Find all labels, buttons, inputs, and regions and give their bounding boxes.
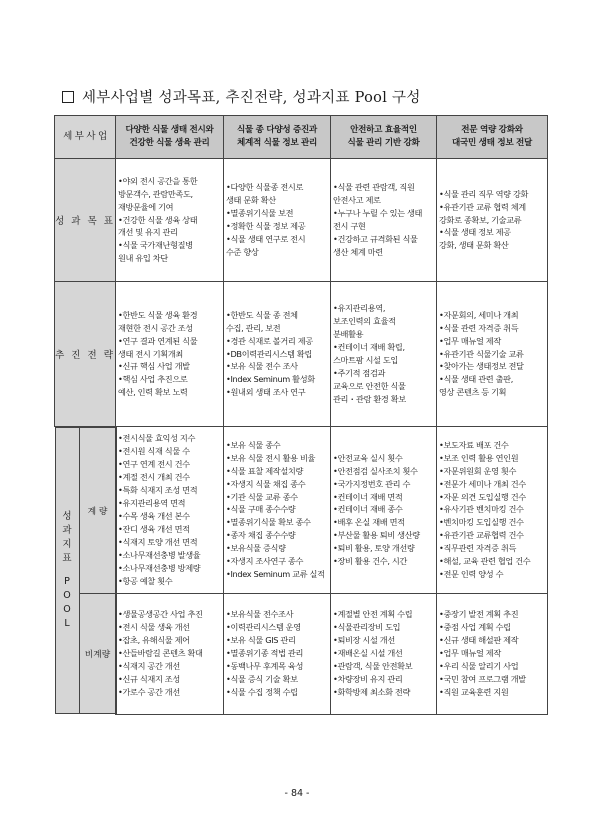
list-item: 개선 및 유지 관리	[118, 227, 178, 238]
list-item: •보유 식물 종수	[226, 439, 281, 450]
list-item: •중장기 발전 계획 추진	[439, 609, 519, 620]
page-title	[62, 86, 542, 107]
goals-cell	[437, 159, 548, 282]
list-item: 강화, 생태 문화 확산	[439, 240, 509, 251]
list-item: •연구 연계 전시 건수	[118, 459, 190, 470]
header-row	[55, 116, 548, 159]
list-item: •전시원 식재 식물 수	[118, 446, 190, 457]
list-item: •해설, 교육 관련 협업 건수	[439, 556, 531, 567]
list-item: •식물 생태 관련 출판,	[439, 374, 513, 385]
nonquant-cell	[116, 593, 224, 714]
list-item: •안전점검 실사조치 횟수	[333, 465, 418, 476]
list-item: 안전사고 제로	[333, 195, 381, 206]
list-item: •보조 인력 활용 연인원	[439, 452, 519, 463]
list-item: 재방문율에 기여	[118, 201, 174, 212]
quant-cell	[224, 427, 331, 594]
list-item: •식물 관련 자격증 취득	[439, 322, 519, 333]
list-item: 관리・관람 환경 확보	[333, 393, 406, 404]
pool-quant-row	[55, 427, 548, 594]
pool-table	[54, 115, 548, 715]
strategy-cell	[224, 282, 331, 427]
list-item: •계절별 안전 계획 수립	[333, 609, 413, 620]
list-item: •신규 식재지 조성	[118, 674, 180, 685]
list-item: •야외 전시 공간을 통한	[118, 175, 198, 186]
list-item: •유관기관 식물기술 교류	[439, 348, 524, 359]
pool-label-block	[55, 427, 116, 715]
goals-cell	[224, 159, 331, 282]
list-item: •누구나 누릴 수 있는 생태	[333, 208, 423, 219]
pool-label-char: O	[63, 604, 71, 615]
list-item: 생태 문화 확산	[226, 195, 276, 206]
list-item: •자생지 조사연구 종수	[226, 556, 304, 567]
pool-label-char: 표	[62, 553, 72, 565]
list-item: •핵심 사업 추진으로	[118, 374, 188, 385]
list-item: •재배온실 시설 개선	[333, 648, 403, 659]
list-item: •소나무재선충병 방제량	[118, 562, 201, 573]
list-item: •신규 생태 해설판 제작	[439, 635, 519, 646]
list-item: •유관기관 교류협력 건수	[439, 530, 524, 541]
pool-label-char: L	[64, 618, 70, 630]
list-item: •멸종위기식물 확보 종수	[226, 517, 311, 528]
list-item: •산들바람길 콘텐츠 확대	[118, 648, 203, 659]
strategy-row	[55, 282, 548, 427]
list-item: 수집, 관리, 보전	[226, 322, 281, 333]
list-item: •수목 생육 개선 본수	[118, 510, 190, 521]
list-item: •한반도 식물 생육 환경	[118, 309, 198, 320]
list-item: •식물 생태 연구로 전시	[226, 233, 306, 244]
quant-label: 계 량	[79, 428, 116, 594]
list-item: •식물 구매 종수수량	[226, 504, 296, 515]
nonquant-cell	[224, 593, 331, 714]
list-item: 예산, 인력 확보 노력	[118, 387, 188, 398]
list-item: •보유 식물 GIS 관리	[226, 635, 296, 646]
list-item: •식재지 공간 개선	[118, 661, 180, 672]
list-item: •계절 전시 개최 건수	[118, 472, 190, 483]
list-item: •한반도 식물 종 전체	[226, 309, 298, 320]
list-item: 영상 콘텐츠 등 기획	[439, 387, 507, 398]
list-item: 교육으로 안전한 식물	[333, 380, 406, 391]
list-item: •식물 국가재난형질병	[118, 240, 193, 251]
list-item: •신규 핵심 사업 개발	[118, 361, 190, 372]
header-col-1: 다양한 식물 생태 전시와 건강한 식물 생육 관리	[116, 116, 224, 159]
list-item: 수준 향상	[226, 246, 259, 257]
list-item: •차량장비 유지 관리	[333, 674, 403, 685]
goals-cell	[331, 159, 437, 282]
list-item: 생태 전시 기획개최	[118, 348, 183, 359]
pool-label-char: 지	[62, 539, 72, 550]
list-item: •자문위원회 운영 횟수	[439, 465, 517, 476]
nonquant-label: 비계량	[79, 594, 116, 714]
list-item: 생산 체계 마련	[333, 246, 383, 257]
quant-cell	[331, 427, 437, 594]
list-item: •전시 식물 생육 개선	[118, 622, 190, 633]
list-item: •자문회의, 세미나 개최	[439, 309, 519, 320]
list-item: •식재지 토양 개선 면적	[118, 536, 198, 547]
list-item: •화학방제 최소화 전략	[333, 687, 411, 698]
list-item: •우리 식물 알리기 사업	[439, 661, 519, 672]
list-item: •건강하고 규격화된 식물	[333, 233, 418, 244]
list-item: •자문 의견 도입실행 건수	[439, 491, 526, 502]
list-item: •국가지정번호 관리 수	[333, 478, 411, 489]
list-item: •유사기관 벤치마킹 건수	[439, 504, 524, 515]
list-item: 전시 구현	[333, 221, 366, 231]
list-item: •이력관리시스템 운영	[226, 622, 301, 633]
list-item: •기관 식물 교류 종수	[226, 491, 298, 502]
list-item: •식물 관련 관람객, 직원	[333, 182, 415, 193]
list-item: •경관 식재로 볼거리 제공	[226, 335, 313, 346]
pool-label-char: 과	[62, 524, 72, 536]
list-item: •퇴비장 시설 개선	[333, 635, 395, 646]
list-item: •원내외 생태 조사 연구	[226, 387, 306, 398]
list-item: •식물 생태 정보 제공	[439, 227, 511, 238]
list-item: •특화 식재지 조성 면적	[118, 485, 198, 496]
list-item: •보유식물 전수조사	[226, 609, 294, 620]
list-item: •멸종위기종 적법 관리	[226, 648, 304, 659]
list-item: •업무 매뉴얼 제작	[439, 335, 501, 346]
list-item: •유지관리용역,	[333, 303, 386, 314]
list-item: •Index Seminum 교류 실적	[226, 569, 325, 580]
list-item: •관람객, 식물 안전확보	[333, 661, 413, 672]
list-item: •가로수 공간 개선	[118, 687, 180, 698]
list-item: •잔디 생육 개선 면적	[118, 523, 190, 534]
page-title-text: 세부사업별 성과목표, 추진전략, 성과지표 Pool 구성	[82, 90, 421, 106]
list-item: •식물 표찰 제작설치량	[226, 465, 304, 476]
goals-cell	[116, 159, 224, 282]
list-item: •잡초, 유해식물 제어	[118, 635, 190, 646]
header-col-4: 전문 역량 강화와 대국민 생태 정보 전달	[437, 116, 548, 159]
list-item: •직무관련 자격증 취득	[439, 543, 517, 554]
list-item: •식물 관리 직무 역량 강화	[439, 188, 529, 199]
pool-label-char: O	[63, 589, 71, 601]
list-item: •종자 채집 종수수량	[226, 530, 296, 541]
list-item: 강화로 종확보, 기술교류	[439, 214, 522, 225]
list-item: •중점 사업 계획 수립	[439, 622, 511, 633]
list-item: •전문가 세미나 개최 건수	[439, 478, 526, 489]
strategy-cell	[437, 282, 548, 427]
strategy-cell	[116, 282, 224, 427]
list-item: •식물관리장비 도입	[333, 622, 401, 633]
list-item: •부산물 활용 퇴비 생산량	[333, 530, 420, 541]
list-item: •DB이력관리시스템 확립	[226, 348, 312, 359]
list-item: 재현한 전시 공간 조성	[118, 322, 193, 333]
list-item: •보유 식물 전수 조사	[226, 361, 298, 372]
list-item: 원내 유입 차단	[118, 253, 168, 264]
header-col-3: 안전하고 효율적인 식물 관리 기반 강화	[331, 116, 437, 159]
list-item: •직원 교육훈련 지원	[439, 687, 509, 698]
list-item: 방문객수, 관람만족도,	[118, 188, 193, 199]
strategy-label: 추 진 전 략	[55, 282, 116, 427]
list-item: 보조인력의 효율적	[333, 316, 396, 327]
list-item: •동백나무 후계목 육성	[226, 661, 304, 672]
pool-label-char: 성	[62, 510, 72, 522]
list-item: •전문 인력 양성 수	[439, 569, 504, 580]
list-item: •소나무재선충병 발생율	[118, 549, 201, 560]
square-bullet-icon	[62, 91, 74, 103]
pool-label-char: P	[64, 575, 70, 587]
header-col-2: 식물 종 다양성 증진과 체계적 식물 정보 관리	[224, 116, 331, 159]
list-item: •컨테이너 재배 종수	[333, 504, 403, 515]
list-item: •생물공생공간 사업 추진	[118, 609, 203, 620]
list-item: •건강한 식물 생육 상태	[118, 214, 198, 225]
pool-label-char	[56, 567, 79, 575]
pool-label	[55, 428, 79, 714]
list-item: •유지관리용역 면적	[118, 497, 186, 508]
list-item: •장비 활용 건수, 시간	[333, 556, 407, 567]
list-item: •자생지 식물 채집 종수	[226, 478, 306, 489]
list-item: •컨테이너 재배 확립,	[333, 342, 405, 353]
nonquant-cell	[331, 593, 437, 714]
quant-cell	[437, 427, 548, 594]
list-item: •안전교육 실시 횟수	[333, 452, 403, 463]
list-item: •보유 식물 전시 활용 비율	[226, 452, 316, 463]
list-item: •주기적 점검과	[333, 367, 386, 378]
list-item: •퇴비 활용, 토양 개선량	[333, 543, 415, 554]
list-item: •식물 수집 정책 수립	[226, 687, 298, 698]
list-item: •Index Seminum 활성화	[226, 374, 315, 385]
list-item: •컨테이너 재배 면적	[333, 491, 403, 502]
pool-nonquant-row	[55, 593, 548, 714]
nonquant-cell	[437, 593, 548, 714]
page-number: - 84 -	[284, 788, 310, 799]
list-item: •항공 예찰 횟수	[118, 575, 173, 586]
list-item: •전시식물 효익성 지수	[118, 433, 196, 444]
header-subproject: 세 부 사 업	[55, 116, 116, 159]
list-item: •보도자료 배포 건수	[439, 439, 509, 450]
list-item: •업무 매뉴얼 제작	[439, 648, 501, 659]
list-item: •정확한 식물 정보 제공	[226, 221, 306, 231]
goals-row	[55, 159, 548, 282]
goals-label: 성 과 목 표	[55, 159, 116, 282]
quant-cell	[116, 427, 224, 594]
list-item: •보유식물 증식량	[226, 543, 286, 554]
list-item: •유관기관 교류 협력 체계	[439, 201, 526, 212]
list-item: •다양한 식물종 전시로	[226, 182, 304, 193]
list-item: •식물 증식 기술 확보	[226, 674, 298, 685]
list-item: 분배활용	[333, 329, 364, 340]
list-item: 스마트팜 시설 도입	[333, 355, 398, 365]
list-item: •배후 온실 재배 면적	[333, 517, 405, 528]
list-item: •멸종위기식물 보전	[226, 208, 294, 219]
list-item: •찾아가는 생태정보 전달	[439, 361, 524, 372]
strategy-cell	[331, 282, 437, 427]
list-item: •벤치마킹 도입실행 건수	[439, 517, 524, 528]
list-item: •연구 결과 연계된 식물	[118, 335, 198, 346]
list-item: •국민 참여 프로그램 개발	[439, 674, 526, 685]
